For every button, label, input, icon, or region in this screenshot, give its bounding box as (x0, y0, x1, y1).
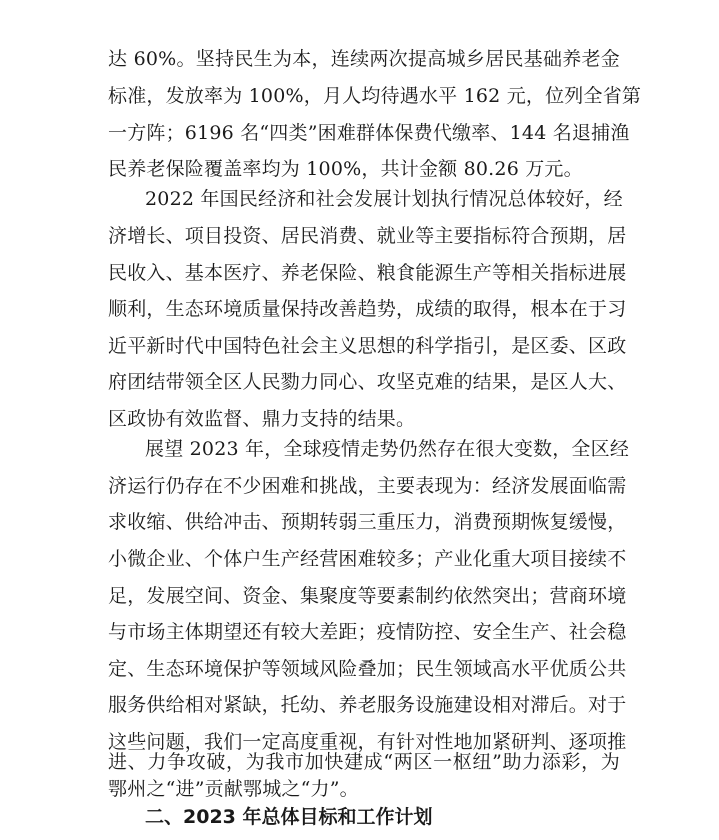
paragraph-2-line-1: 2022 年国民经济和社会发展计划执行情况总体较好，经 (145, 188, 623, 210)
paragraph-2-line-6: 府团结带领全区人民勠力同心、攻坚克难的结果，是区人大、 (108, 371, 627, 393)
paragraph-3-line-7: 定、生态环境保护等领域风险叠加；民生领域高水平优质公共 (108, 658, 627, 680)
paragraph-2-line-5: 近平新时代中国特色社会主义思想的科学指引，是区委、区政 (108, 335, 627, 357)
paragraph-3-line-10: 进、力争攻破，为我市加快建成“两区一枢纽”助力添彩，为 (108, 751, 620, 773)
paragraph-1-line-1: 达 60%。坚持民生为本，连续两次提高城乡居民基础养老金 (108, 48, 620, 70)
paragraph-2-line-4: 顺利，生态环境质量保持改善趋势，成绩的取得，根本在于习 (108, 298, 627, 320)
paragraph-1-line-4: 民养老保险覆盖率均为 100%，共计金额 80.26 万元。 (108, 158, 583, 180)
paragraph-3-line-6: 与市场主体期望还有较大差距；疫情防控、安全生产、社会稳 (108, 621, 627, 643)
paragraph-3-line-3: 求收缩、供给冲击、预期转弱三重压力，消费预期恢复缓慢， (108, 511, 627, 533)
paragraph-3-line-4: 小微企业、个体户生产经营困难较多；产业化重大项目接续不 (108, 548, 627, 570)
paragraph-3-line-8: 服务供给相对紧缺，托幼、养老服务设施建设相对滞后。对于 (108, 694, 627, 716)
paragraph-3-line-1: 展望 2023 年，全球疫情走势仍然存在很大变数，全区经 (145, 438, 630, 460)
paragraph-1-line-3: 一方阵；6196 名“四类”困难群体保费代缴率、144 名退捕渔 (108, 122, 630, 144)
paragraph-1-line-2: 标准，发放率为 100%，月人均待遇水平 162 元，位列全省第 (108, 85, 642, 107)
paragraph-2-line-3: 民收入、基本医疗、养老保险、粮食能源生产等相关指标进展 (108, 262, 627, 284)
paragraph-3-line-9: 这些问题，我们一定高度重视，有针对性地加紧研判、逐项推 (108, 731, 627, 753)
paragraph-2-line-7: 区政协有效监督、鼎力支持的结果。 (108, 408, 416, 430)
paragraph-2-line-2: 济增长、项目投资、居民消费、就业等主要指标符合预期，居 (108, 225, 627, 247)
paragraph-3-line-2: 济运行仍存在不少困难和挑战，主要表现为：经济发展面临需 (108, 475, 627, 497)
paragraph-3-line-5: 足，发展空间、资金、集聚度等要素制约依然突出；营商环境 (108, 585, 627, 607)
section-heading: 二、2023 年总体目标和工作计划 (145, 806, 433, 828)
paragraph-3-line-11: 鄂州之“进”贡献鄂城之“力”。 (108, 778, 359, 800)
